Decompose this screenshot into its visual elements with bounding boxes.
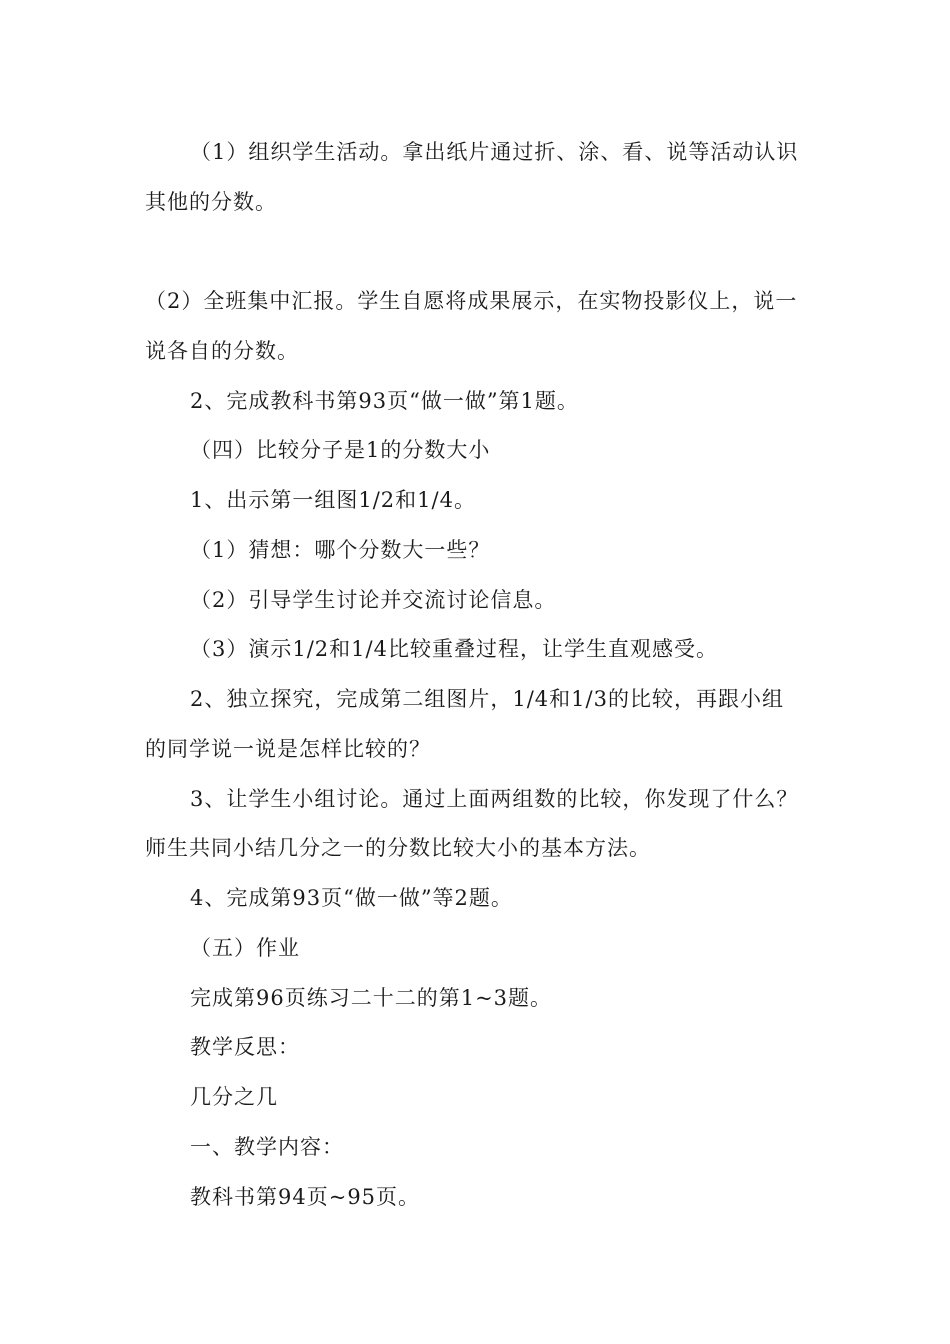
section-heading: （五）作业 <box>190 936 300 960</box>
section-heading: 一、教学内容： <box>190 1135 344 1159</box>
paragraph-line: 教学反思： <box>190 1035 300 1059</box>
paragraph-line: 说各自的分数。 <box>145 339 299 363</box>
paragraph-line: （2）引导学生讨论并交流讨论信息。 <box>190 588 557 612</box>
paragraph-line: 2、完成教科书第93页“做一做”第1题。 <box>190 389 579 413</box>
paragraph-line: 师生共同小结几分之一的分数比较大小的基本方法。 <box>145 836 651 860</box>
paragraph-line: （3）演示1/2和1/4比较重叠过程，让学生直观感受。 <box>190 637 718 661</box>
paragraph-line: （1）猜想：哪个分数大一些？ <box>190 538 491 562</box>
section-heading: 几分之几 <box>190 1085 278 1109</box>
paragraph-line: 其他的分数。 <box>145 190 277 214</box>
paragraph-line: 3、让学生小组讨论。通过上面两组数的比较，你发现了什么？ <box>190 787 799 811</box>
paragraph-line: （2）全班集中汇报。学生自愿将成果展示，在实物投影仪上，说一 <box>145 289 798 313</box>
paragraph-line: 的同学说一说是怎样比较的？ <box>145 737 431 761</box>
paragraph-line: 2、独立探究，完成第二组图片，1/4和1/3的比较，再跟小组 <box>190 687 784 711</box>
section-heading: （四）比较分子是1的分数大小 <box>190 438 491 462</box>
paragraph-line: 完成第96页练习二十二的第1~3题。 <box>190 986 553 1010</box>
paragraph-line: 教科书第94页~95页。 <box>190 1185 421 1209</box>
paragraph-line: 1、出示第一组图1/2和1/4。 <box>190 488 476 512</box>
paragraph-line: （1）组织学生活动。拿出纸片通过折、涂、看、说等活动认识 <box>190 140 799 164</box>
paragraph-line: 4、完成第93页“做一做”等2题。 <box>190 886 513 910</box>
